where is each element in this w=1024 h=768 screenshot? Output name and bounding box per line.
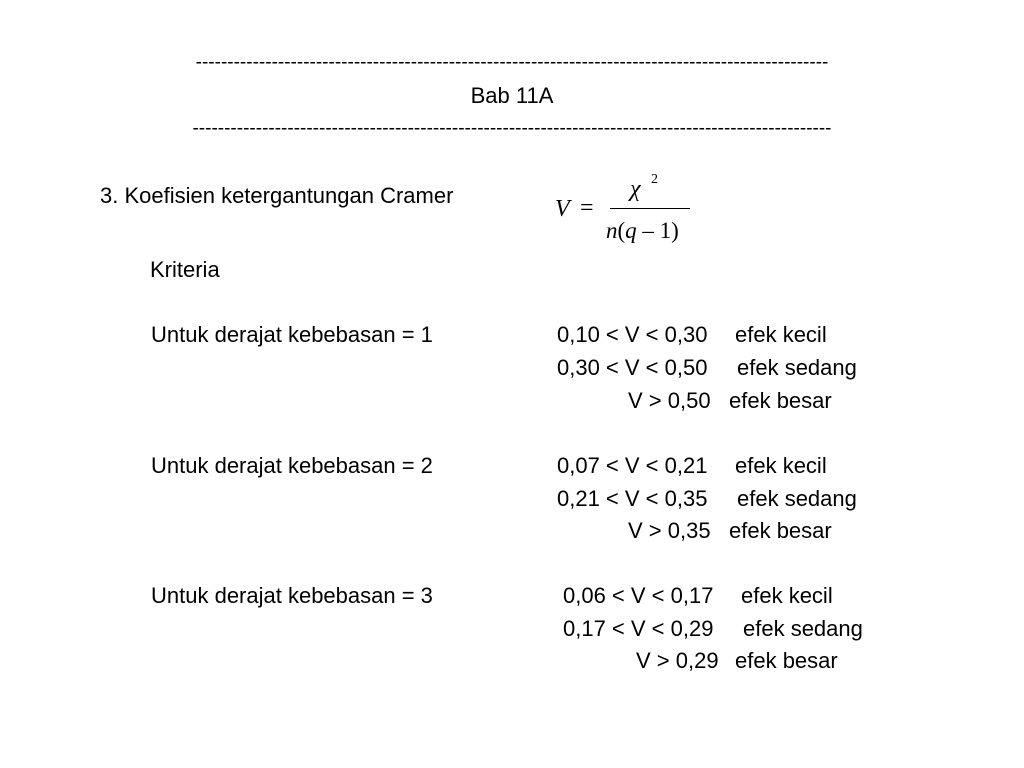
formula-denominator-one: 1 bbox=[659, 218, 672, 243]
criteria-range: 0,21 < V < 0,35 bbox=[557, 486, 708, 511]
criteria-group-label: Untuk derajat kebebasan = 3 bbox=[151, 583, 433, 608]
criteria-group-label: Untuk derajat kebebasan = 1 bbox=[151, 322, 433, 347]
page-title: Bab 11A bbox=[470, 83, 554, 108]
criteria-effect: efek sedang bbox=[737, 355, 857, 380]
formula-equals: = bbox=[580, 195, 594, 221]
criteria-effect: efek besar bbox=[735, 648, 838, 673]
criteria-effect: efek kecil bbox=[735, 453, 827, 478]
formula-lhs: V bbox=[555, 196, 570, 222]
criteria-range: 0,10 < V < 0,30 bbox=[557, 322, 708, 347]
criteria-range: 0,06 < V < 0,17 bbox=[563, 583, 714, 608]
formula-numerator-exponent: 2 bbox=[651, 172, 658, 187]
formula-numerator-chi: χ bbox=[630, 176, 641, 202]
kriteria-label: Kriteria bbox=[150, 257, 220, 282]
formula-denominator-open: ( bbox=[617, 218, 626, 243]
section-heading: 3. Koefisien ketergantungan Cramer bbox=[100, 183, 454, 208]
formula-denominator bbox=[606, 218, 679, 244]
criteria-range: V > 0,50 bbox=[628, 388, 711, 413]
criteria-effect: efek kecil bbox=[735, 322, 827, 347]
criteria-range: 0,07 < V < 0,21 bbox=[557, 453, 708, 478]
criteria-effect: efek sedang bbox=[737, 486, 857, 511]
criteria-range: 0,30 < V < 0,50 bbox=[557, 355, 708, 380]
criteria-effect: efek sedang bbox=[743, 616, 863, 641]
header-divider-bottom: ----------------------------------------------------------------------------------------------------- bbox=[192, 118, 832, 139]
criteria-effect: efek besar bbox=[729, 388, 832, 413]
formula-denominator-q: q bbox=[625, 218, 637, 243]
header-divider-top: ---------------------------------------------------------------------------------------------------- bbox=[195, 52, 829, 73]
criteria-effect: efek besar bbox=[729, 518, 832, 543]
criteria-effect: efek kecil bbox=[741, 583, 833, 608]
formula-denominator-close: ) bbox=[671, 218, 679, 243]
criteria-range: V > 0,35 bbox=[628, 518, 711, 543]
formula-fraction-bar bbox=[610, 208, 690, 209]
criteria-group-label: Untuk derajat kebebasan = 2 bbox=[151, 453, 433, 478]
criteria-range: 0,17 < V < 0,29 bbox=[563, 616, 714, 641]
criteria-range: V > 0,29 bbox=[636, 648, 719, 673]
formula-denominator-minus: – bbox=[636, 218, 660, 243]
formula-denominator-n: n bbox=[606, 218, 618, 243]
